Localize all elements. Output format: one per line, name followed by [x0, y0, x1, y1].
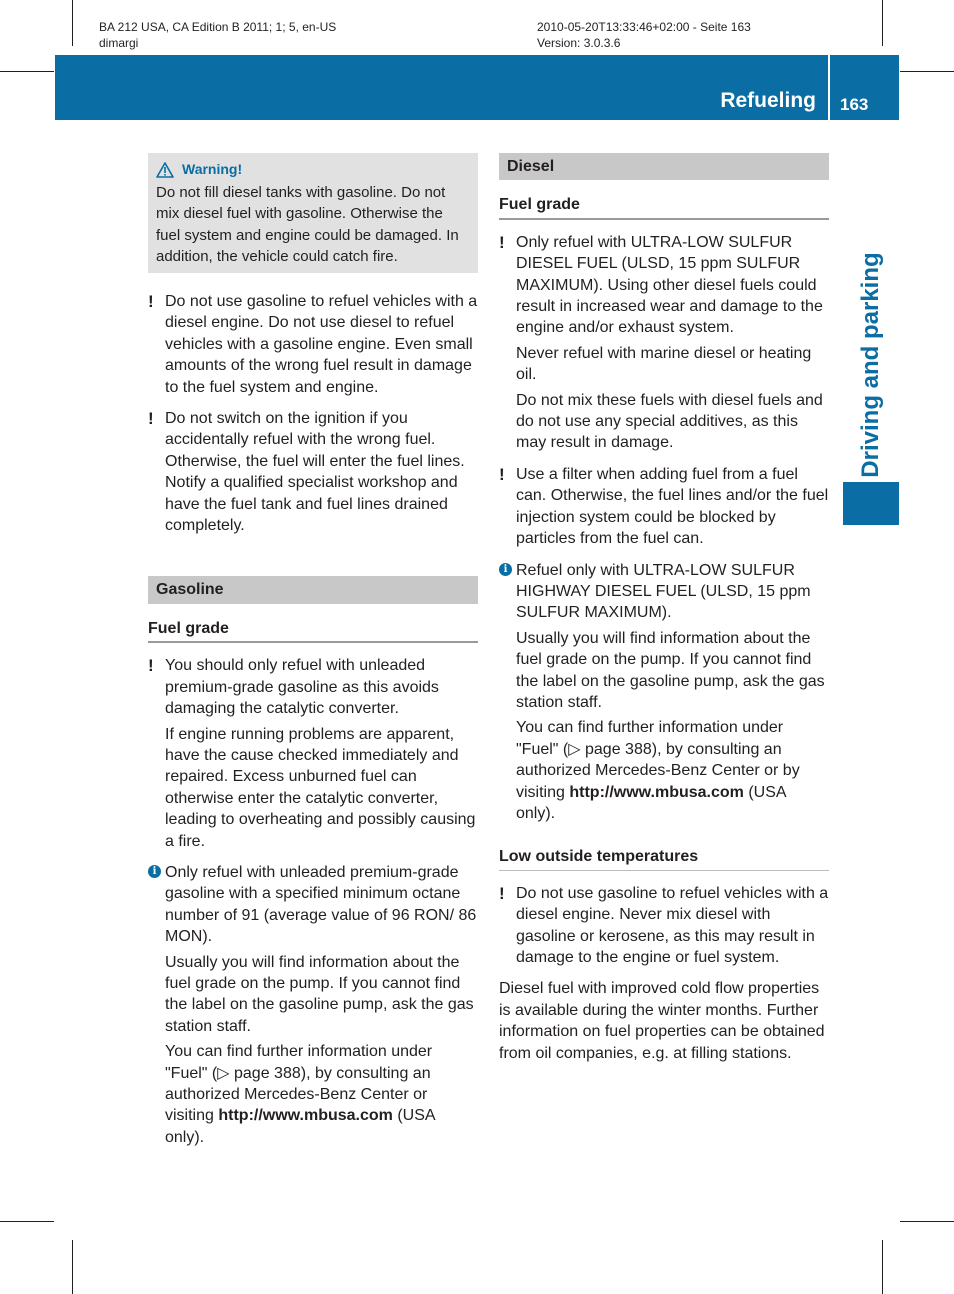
caution-text: Only refuel with ULTRA-LOW SULFUR DIESEL FUEL (ULSD, 15 ppm SULFUR MAXIMUM). Using other diesel fuels could result in increased wear and damage to the engine and/or exhaust system. — [516, 233, 823, 337]
info-icon: i — [499, 563, 512, 576]
left-column — [148, 153, 478, 1158]
info-text — [516, 717, 829, 824]
caution-text: Do not use gasoline to refuel vehicles with a diesel engine. Never mix diesel with gasoline or kerosene, as this may result in damage to the engine or fuel system. — [516, 884, 829, 966]
exclamation-icon: ! — [148, 292, 154, 312]
print-meta-right — [537, 19, 751, 51]
caution-text: Never refuel with marine diesel or heating oil. — [516, 344, 812, 384]
crop-mark — [882, 1240, 883, 1294]
caution-text: Do not switch on the ignition if you accidentally refuel with the wrong fuel. Otherwise, the fuel will enter the fuel lines. Notify a qualified specialist workshop and have the fuel tank and fuel lines drained completely. — [165, 410, 465, 535]
subsection-title-fuel-grade: Fuel grade — [499, 194, 829, 219]
print-meta-edition: BA 212 USA, CA Edition B 2011; 1; 5, en-US — [99, 20, 337, 34]
caution-text: You should only refuel with unleaded premium-grade gasoline as this avoids damaging the catalytic converter. — [165, 657, 439, 718]
caution-note — [148, 408, 478, 536]
subsection-title-fuel-grade: Fuel grade — [148, 618, 478, 643]
caution-text: Do not use gasoline to refuel vehicles with a diesel engine. Do not use diesel to refuel vehicles with a gasoline engine. Even small amounts of the wrong fuel result in damage to the fuel system and engine. — [165, 293, 478, 396]
website-link[interactable]: http://www.mbusa.com — [569, 783, 744, 801]
print-meta-timestamp: 2010-05-20T13:33:46+02:00 - Seite 163 — [537, 20, 751, 34]
body-paragraph: Diesel fuel with improved cold flow properties is available during the winter months. Further information on fuel properties can be obtained from oil companies, e.g. at filling stations. — [499, 980, 825, 1062]
crop-mark — [72, 1240, 73, 1294]
page-title: Refueling — [720, 89, 816, 112]
section-title-gasoline: Gasoline — [148, 576, 478, 603]
caution-note — [148, 291, 478, 398]
info-text — [165, 1041, 478, 1148]
caution-note — [499, 464, 829, 550]
info-text-part: (USA only). — [516, 783, 786, 822]
info-icon: i — [148, 865, 161, 878]
subsection-title-low-temperatures: Low outside temperatures — [499, 846, 829, 870]
caution-text: Use a filter when adding fuel from a fuel can. Otherwise, the fuel lines and/or the fuel injection system could be blocked by particles from the fuel can. — [516, 465, 829, 548]
info-note — [148, 862, 478, 1148]
warning-triangle-icon — [156, 162, 174, 178]
exclamation-icon: ! — [499, 232, 505, 252]
page-number-box — [830, 55, 899, 120]
info-text: Refuel only with ULTRA-LOW SULFUR HIGHWAY DIESEL FUEL (ULSD, 15 ppm SULFUR MAXIMUM). — [516, 561, 811, 622]
crop-mark — [0, 1221, 54, 1222]
info-text: Usually you will find information about the fuel grade on the pump. If you cannot find the label on the gasoline pump, ask the gas station staff. — [165, 953, 474, 1035]
crop-mark — [882, 0, 883, 46]
exclamation-icon: ! — [499, 464, 505, 484]
caution-note — [499, 883, 829, 969]
exclamation-icon: ! — [148, 409, 154, 429]
crop-mark — [0, 71, 54, 72]
exclamation-icon: ! — [148, 656, 154, 676]
exclamation-icon: ! — [499, 883, 505, 903]
section-title-diesel: Diesel — [499, 153, 829, 180]
caution-text: Do not mix these fuels with diesel fuels and do not use any special additives, as this may result in damage. — [516, 391, 823, 452]
info-text-part: You can find further information under "Fuel" (▷ page 388), by consulting an authorized Mercedes-Benz Center or visiting — [165, 1043, 433, 1125]
warning-header — [156, 159, 470, 180]
side-tab-label: Driving and parking — [857, 252, 884, 478]
website-link[interactable]: http://www.mbusa.com — [218, 1107, 393, 1125]
print-meta-version: Version: 3.0.3.6 — [537, 36, 621, 50]
caution-text: If engine running problems are apparent, have the cause checked immediately and repaired. Excess unburned fuel can otherwise enter the catalytic converter, leading to overheating and possibly causing a fire. — [165, 725, 476, 850]
caution-note — [148, 655, 478, 852]
warning-box — [148, 153, 478, 273]
info-text-part: (USA only). — [165, 1107, 435, 1146]
side-tab-marker — [843, 482, 899, 525]
crop-mark — [72, 0, 73, 46]
print-meta-author: dimargi — [99, 36, 139, 50]
crop-mark — [900, 71, 954, 72]
warning-title: Warning! — [182, 161, 243, 177]
info-text: Only refuel with unleaded premium-grade gasoline with a specified minimum octane number of 91 (average value of 96 RON/ 86 MON). — [165, 863, 477, 946]
info-text-part: You can find further information under "Fuel" (▷ page 388), by consulting an authorized Mercedes-Benz Center or by visiting — [516, 719, 800, 801]
crop-mark — [900, 1221, 954, 1222]
right-column — [499, 153, 829, 1064]
print-meta-left — [99, 19, 336, 51]
page-number: 163 — [840, 95, 869, 114]
info-text: Usually you will find information about the fuel grade on the pump. If you cannot find the label on the gasoline pump, ask the gas station staff. — [516, 629, 825, 711]
info-note — [499, 560, 829, 825]
header-bar — [55, 55, 828, 120]
warning-text: Do not fill diesel tanks with gasoline. Do not mix diesel fuel with gasoline. Otherwise the fuel system and engine could be damaged. In addition, the vehicle could catch fire. — [156, 184, 459, 265]
caution-note — [499, 232, 829, 454]
